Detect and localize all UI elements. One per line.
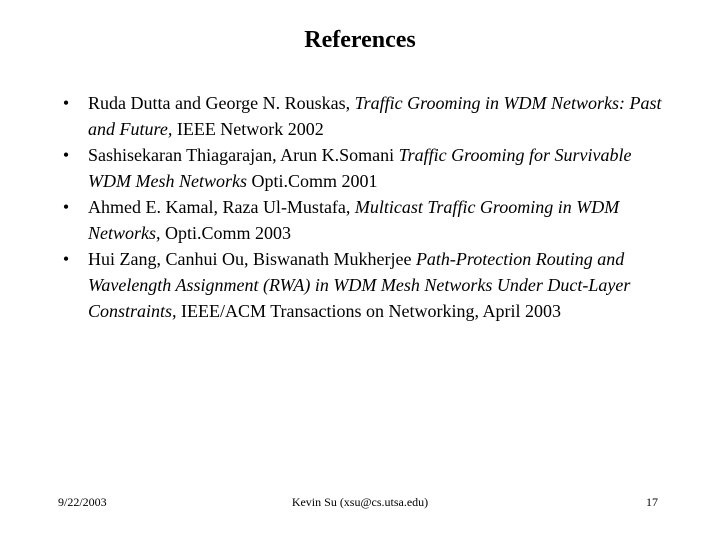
footer-date: 9/22/2003: [58, 495, 107, 509]
reference-authors: Ruda Dutta and George N. Rouskas,: [88, 93, 355, 113]
reference-venue: , Opti.Comm 2003: [156, 223, 292, 243]
bullet-icon: •: [62, 197, 70, 217]
reference-item: [56, 194, 676, 246]
reference-title: Path-Protection Routing and Wavelength Assignment (RWA) in WDM Mesh Networks Under Duct-Layer Constraints,: [88, 249, 631, 321]
reference-venue: IEEE/ACM Transactions on Networking, April 2003: [176, 301, 562, 321]
reference-item: [56, 142, 676, 194]
bullet-icon: •: [62, 249, 70, 269]
bullet-icon: •: [62, 93, 70, 113]
reference-item: [56, 246, 676, 324]
bullet-icon: •: [62, 145, 70, 165]
footer-author: Kevin Su (xsu@cs.utsa.edu): [291, 495, 429, 509]
reference-venue: IEEE Network 2002: [172, 119, 324, 139]
reference-title: Traffic Grooming for Survivable WDM Mesh Networks: [88, 145, 632, 191]
footer-page-number: 17: [646, 495, 658, 509]
reference-title: Traffic Grooming in WDM Networks: Past and Future,: [88, 93, 662, 139]
reference-authors: Ahmed E. Kamal, Raza Ul-Mustafa,: [88, 197, 355, 217]
reference-venue: Opti.Comm 2001: [246, 171, 378, 191]
reference-authors: Hui Zang, Canhui Ou, Biswanath Mukherjee: [88, 249, 416, 269]
reference-title: Multicast Traffic Grooming in WDM Networks: [88, 197, 620, 243]
slide-title: References: [304, 27, 416, 53]
reference-authors: Sashisekaran Thiagarajan, Arun K.Somani: [88, 145, 399, 165]
reference-item: [56, 90, 676, 142]
reference-list: [56, 90, 676, 324]
